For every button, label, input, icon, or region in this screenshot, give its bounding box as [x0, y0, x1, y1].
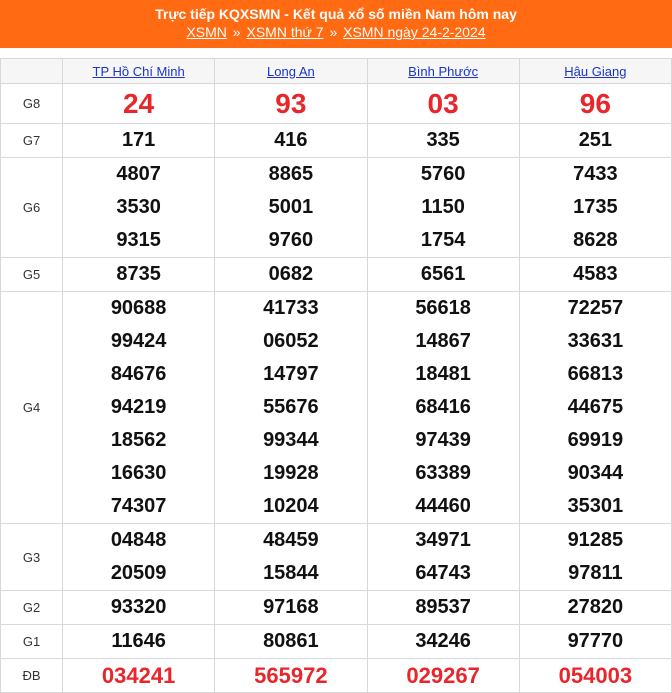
result-number: 16630 — [110, 462, 167, 484]
result-number: 10204 — [263, 495, 319, 517]
result-number: 55676 — [263, 396, 319, 418]
result-number: 11646 — [111, 630, 166, 652]
result-number: 74307 — [110, 495, 167, 517]
breadcrumb-link-xsmn[interactable]: XSMN — [186, 24, 227, 40]
result-number: 90688 — [110, 297, 167, 319]
result-cell — [63, 124, 215, 158]
prize-label: G1 — [1, 625, 63, 659]
result-number: 251 — [578, 129, 613, 151]
result-cell — [215, 524, 367, 591]
result-number: 1754 — [420, 229, 466, 251]
result-number: 14797 — [263, 363, 319, 385]
result-number: 99424 — [110, 330, 167, 352]
result-cell — [367, 84, 519, 124]
province-header-row — [1, 59, 672, 84]
result-number: 72257 — [567, 297, 624, 319]
result-cell — [367, 258, 519, 292]
breadcrumb-separator: » — [232, 24, 241, 40]
result-number: 84676 — [110, 363, 167, 385]
result-number: 91285 — [567, 529, 624, 551]
result-cell — [367, 591, 519, 625]
result-cell — [367, 292, 519, 524]
result-cell — [63, 625, 215, 659]
result-number: 171 — [121, 129, 156, 151]
result-cell — [519, 84, 671, 124]
result-number: 4807 — [116, 163, 161, 185]
result-number: 93320 — [110, 596, 167, 618]
prize-row-g3 — [1, 524, 672, 591]
result-number: 054003 — [558, 663, 633, 688]
result-cell — [519, 524, 671, 591]
result-cell — [63, 84, 215, 124]
result-cell — [367, 124, 519, 158]
result-number: 94219 — [110, 396, 167, 418]
result-number: 6561 — [420, 263, 466, 285]
result-number: 97168 — [263, 596, 319, 618]
result-number: 18562 — [110, 429, 167, 451]
result-cell — [63, 158, 215, 258]
result-number: 5760 — [420, 163, 466, 185]
result-cell — [519, 158, 671, 258]
result-cell — [367, 659, 519, 693]
result-number: 24 — [123, 87, 155, 119]
result-cell — [519, 591, 671, 625]
result-cell — [519, 625, 671, 659]
result-number: 565972 — [254, 663, 328, 688]
result-number: 34246 — [415, 630, 471, 652]
result-number: 1735 — [573, 196, 618, 218]
result-number: 18481 — [415, 363, 471, 385]
result-number: 66813 — [567, 363, 624, 385]
result-number: 0682 — [268, 263, 314, 285]
result-number: 8735 — [116, 263, 161, 285]
result-number: 8865 — [268, 163, 314, 185]
result-number: 64743 — [415, 562, 471, 584]
prize-row-g7 — [1, 124, 672, 158]
breadcrumb-separator: » — [329, 24, 338, 40]
result-number: 8628 — [573, 229, 618, 251]
province-link-binh-phuoc[interactable]: Bình Phước — [408, 63, 479, 79]
result-number: 97439 — [415, 429, 471, 451]
province-header-cell — [367, 59, 519, 84]
breadcrumb-link-xsmn-thu-7[interactable]: XSMN thứ 7 — [246, 24, 324, 40]
result-cell — [215, 591, 367, 625]
result-number: 19928 — [263, 462, 319, 484]
result-number: 14867 — [415, 330, 471, 352]
province-header-cell — [63, 59, 215, 84]
result-number: 69919 — [567, 429, 624, 451]
prize-label: G8 — [1, 84, 63, 124]
result-number: 9315 — [116, 229, 161, 251]
prize-label: G5 — [1, 258, 63, 292]
result-number: 90344 — [567, 462, 624, 484]
prize-label: G3 — [1, 524, 63, 591]
result-number: 034241 — [101, 663, 176, 688]
prize-row-g4 — [1, 292, 672, 524]
result-cell — [63, 524, 215, 591]
prize-label: G6 — [1, 158, 63, 258]
prize-header-cell — [1, 59, 63, 84]
result-cell — [519, 124, 671, 158]
prize-row-g8 — [1, 84, 672, 124]
result-number: 48459 — [263, 529, 319, 551]
page-title: Trực tiếp KQXSMN - Kết quả xổ số miền Nam hôm nay — [155, 6, 517, 22]
page-header — [0, 0, 672, 48]
result-cell — [63, 591, 215, 625]
result-number: 33631 — [567, 330, 624, 352]
result-number: 5001 — [268, 196, 314, 218]
result-number: 44675 — [567, 396, 624, 418]
result-cell — [215, 158, 367, 258]
prize-row-g6 — [1, 158, 672, 258]
result-cell — [63, 258, 215, 292]
breadcrumb — [0, 23, 672, 42]
result-cell — [519, 258, 671, 292]
result-cell — [215, 292, 367, 524]
result-number: 63389 — [415, 462, 471, 484]
province-header-cell — [519, 59, 671, 84]
result-number: 80861 — [263, 630, 319, 652]
prize-row-g1 — [1, 625, 672, 659]
result-cell — [215, 625, 367, 659]
prize-row-g5 — [1, 258, 672, 292]
result-number: 04848 — [110, 529, 167, 551]
result-number: 41733 — [263, 297, 319, 319]
prize-row-g2 — [1, 591, 672, 625]
result-number: 3530 — [116, 196, 161, 218]
result-number: 06052 — [263, 330, 319, 352]
prize-label: G4 — [1, 292, 63, 524]
province-link-long-an[interactable]: Long An — [267, 63, 315, 79]
result-number: 9760 — [268, 229, 314, 251]
result-number: 4583 — [573, 263, 618, 285]
result-cell — [519, 292, 671, 524]
result-cell — [215, 84, 367, 124]
result-cell — [63, 659, 215, 693]
result-number: 15844 — [263, 562, 319, 584]
result-number: 27820 — [567, 596, 624, 618]
result-number: 34971 — [415, 529, 471, 551]
results-table — [0, 58, 672, 693]
result-cell — [367, 158, 519, 258]
result-cell — [519, 659, 671, 693]
breadcrumb-link-xsmn-date[interactable]: XSMN ngày 24-2-2024 — [343, 24, 486, 40]
result-number: 97811 — [568, 562, 623, 584]
result-number: 35301 — [567, 495, 624, 517]
prize-label: G7 — [1, 124, 63, 158]
prize-label: G2 — [1, 591, 63, 625]
province-header-cell — [215, 59, 367, 84]
province-link-hau-giang[interactable]: Hậu Giang — [564, 63, 627, 79]
result-number: 97770 — [567, 630, 624, 652]
result-cell — [215, 124, 367, 158]
prize-label: ĐB — [1, 659, 63, 693]
result-number: 68416 — [415, 396, 471, 418]
result-number: 89537 — [415, 596, 471, 618]
result-cell — [215, 258, 367, 292]
result-number: 03 — [427, 87, 459, 119]
result-number: 1150 — [421, 196, 465, 218]
result-number: 96 — [579, 87, 611, 119]
result-cell — [367, 625, 519, 659]
result-number: 99344 — [263, 429, 319, 451]
result-number: 029267 — [406, 663, 480, 688]
prize-row-db — [1, 659, 672, 693]
province-link-tp-ho-chi-minh[interactable]: TP Hồ Chí Minh — [92, 63, 185, 79]
result-number: 7433 — [573, 163, 618, 185]
result-number: 44460 — [415, 495, 471, 517]
result-cell — [367, 524, 519, 591]
result-number: 416 — [274, 129, 308, 151]
result-number: 93 — [275, 87, 307, 119]
result-cell — [63, 292, 215, 524]
result-number: 20509 — [110, 562, 167, 584]
result-number: 56618 — [415, 297, 471, 319]
result-cell — [215, 659, 367, 693]
result-number: 335 — [426, 129, 460, 151]
